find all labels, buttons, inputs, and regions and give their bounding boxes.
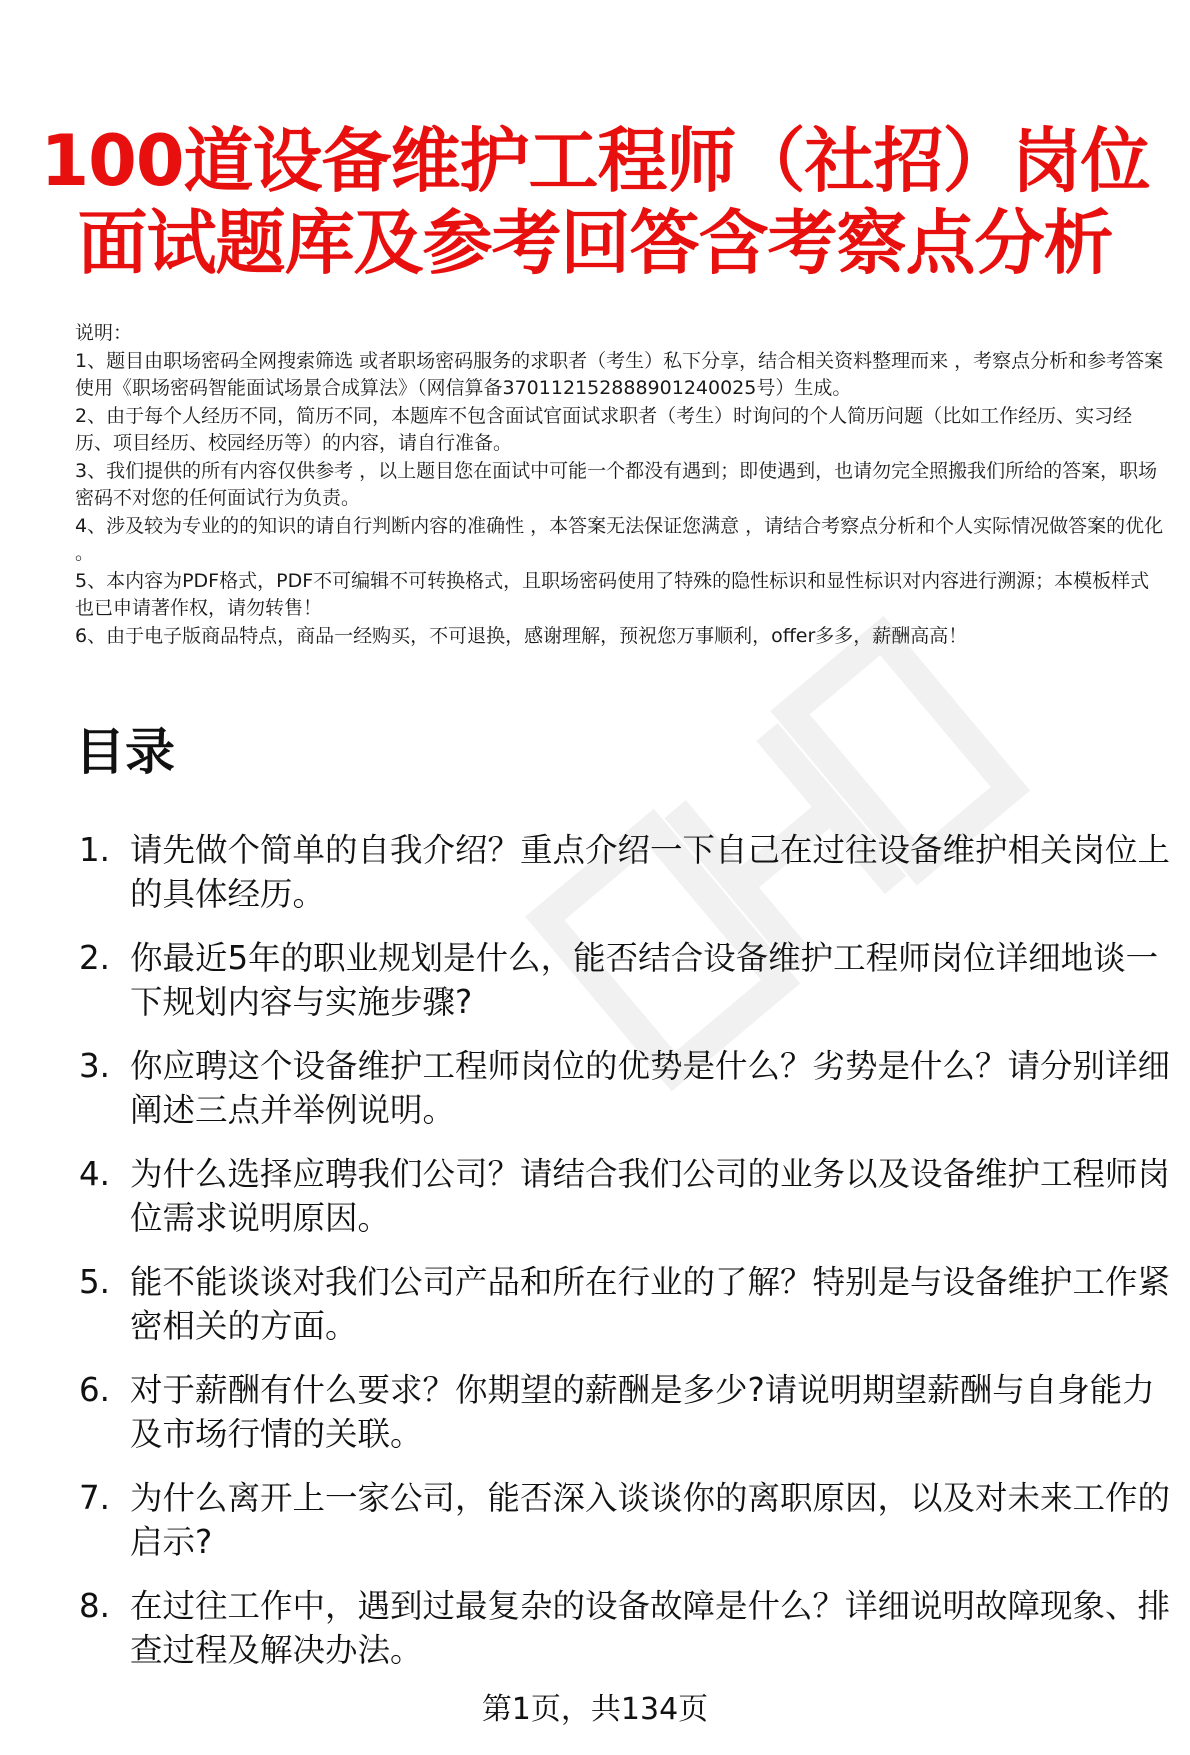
note-item: 2、由于每个人经历不同，简历不同，本题库不包含面试官面试求职者（考生）时询问的个人简历问题（比如工作经历、实习经历、项目经历、校园经历等）的内容，请自行准备。 <box>75 404 1133 454</box>
toc-item[interactable] <box>75 1368 1170 1456</box>
toc-item-text: 对于薪酬有什么要求？你期望的薪酬是多少?请说明期望薪酬与自身能力及市场行情的关联。 <box>130 1371 1155 1453</box>
toc-item-number: 2. <box>79 939 111 977</box>
toc-item[interactable] <box>75 1260 1170 1348</box>
toc-item-number: 7. <box>79 1479 111 1517</box>
document-title <box>40 120 1150 284</box>
toc-item[interactable] <box>75 1044 1170 1132</box>
toc-item-number: 4. <box>79 1155 111 1193</box>
toc-item-text: 你应聘这个设备维护工程师岗位的优势是什么？劣势是什么？请分别详细阐述三点并举例说明。 <box>130 1047 1171 1129</box>
toc-item-text: 为什么离开上一家公司，能否深入谈谈你的离职原因，以及对未来工作的启示? <box>130 1479 1171 1561</box>
note-item: 5、本内容为PDF格式，PDF不可编辑不可转换格式，且职场密码使用了特殊的隐性标识和显性标识对内容进行溯源；本模板样式也已申请著作权，请勿转售！ <box>75 569 1150 619</box>
toc-item[interactable] <box>75 828 1170 916</box>
toc-item[interactable] <box>75 1476 1170 1564</box>
note-item: 6、由于电子版商品特点，商品一经购买，不可退换，感谢理解，预祝您万事顺利，offer多多，薪酬高高！ <box>75 624 968 647</box>
notes-heading: 说明： <box>75 322 133 344</box>
page-footer: 第1页，共134页 <box>481 1692 709 1727</box>
toc-item-number: 8. <box>79 1587 111 1625</box>
toc-list <box>75 828 1170 1692</box>
note-item: 1、题目由职场密码全网搜索筛选 或者职场密码服务的求职者（考生）私下分享，结合相关资料整理而来 ，考察点分析和参考答案使用《职场密码智能面试场景合成算法》（网信算备370112152888901240025号）生成。 <box>75 349 1164 399</box>
notes-section <box>75 320 1165 650</box>
toc-item[interactable] <box>75 1152 1170 1240</box>
title-line-1: 100道设备维护工程师（社招）岗位 <box>40 120 1150 202</box>
toc-item[interactable] <box>75 1584 1170 1672</box>
title-line-2: 面试题库及参考回答含考察点分析 <box>77 202 1113 284</box>
toc-item-number: 5. <box>79 1263 111 1301</box>
toc-item-text: 请先做个简单的自我介绍？重点介绍一下自己在过往设备维护相关岗位上的具体经历。 <box>130 831 1171 913</box>
toc-item-number: 1. <box>79 831 111 869</box>
note-item: 4、涉及较为专业的的知识的请自行判断内容的准确性 ，本答案无法保证您满意 ，请结合考察点分析和个人实际情况做答案的优化 。 <box>75 514 1164 564</box>
toc-item-number: 3. <box>79 1047 111 1085</box>
toc-item[interactable] <box>75 936 1170 1024</box>
toc-item-text: 能不能谈谈对我们公司产品和所在行业的了解？特别是与设备维护工作紧密相关的方面。 <box>130 1263 1171 1345</box>
toc-item-text: 你最近5年的职业规划是什么，能否结合设备维护工程师岗位详细地谈一下规划内容与实施步骤? <box>130 939 1159 1021</box>
toc-item-text: 在过往工作中，遇到过最复杂的设备故障是什么？详细说明故障现象、排查过程及解决办法。 <box>130 1587 1171 1669</box>
note-item: 3、我们提供的所有内容仅供参考 ，以上题目您在面试中可能一个都没有遇到；即使遇到，也请勿完全照搬我们所给的答案，职场密码不对您的任何面试行为负责。 <box>75 459 1158 509</box>
toc-item-number: 6. <box>79 1371 111 1409</box>
toc-item-text: 为什么选择应聘我们公司？请结合我们公司的业务以及设备维护工程师岗位需求说明原因。 <box>130 1155 1171 1237</box>
toc-heading: 目录 <box>75 723 175 781</box>
